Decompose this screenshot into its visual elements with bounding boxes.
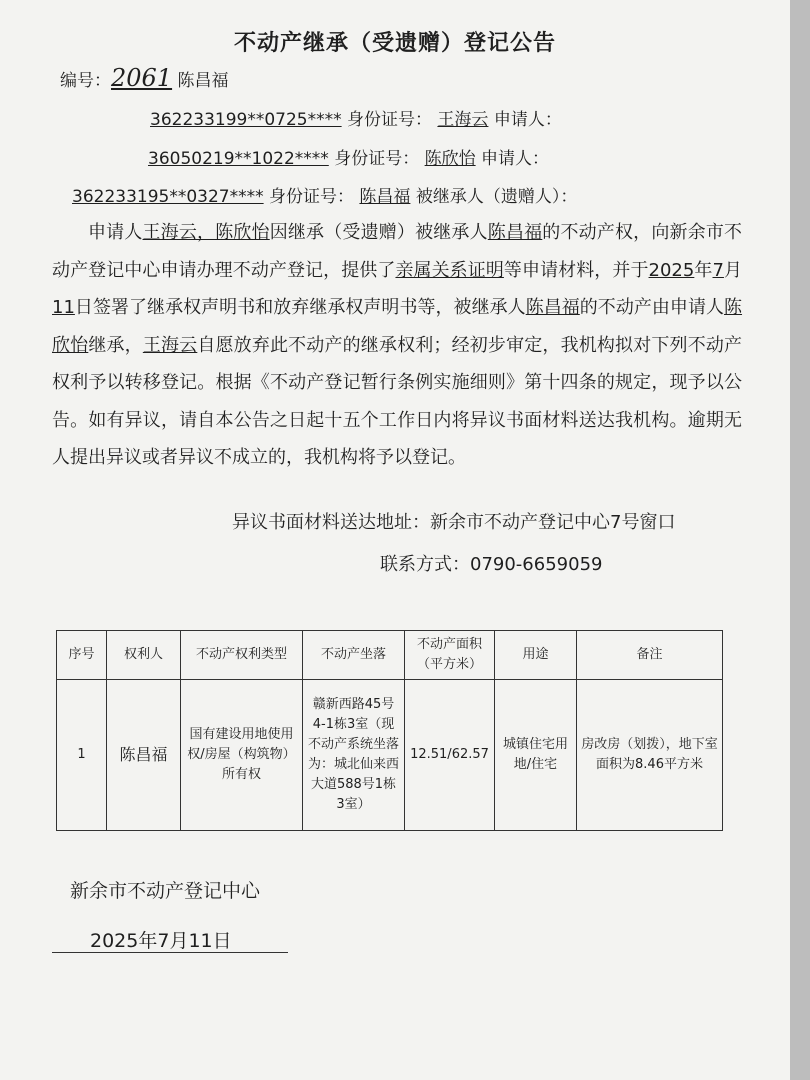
applicant-name: 王海云 <box>437 110 489 130</box>
applicant-id: 362233199**0725**** <box>150 110 342 130</box>
header-cell: 不动产坐落 <box>303 631 405 680</box>
issue-date: 2025年7月11日 <box>90 930 232 952</box>
cell-remark: 房改房（划拨），地下室面积为8.46平方米 <box>577 680 723 831</box>
applicant-names: 王海云，陈欣怡 <box>142 222 270 243</box>
applicant-label: 申请人： <box>481 149 550 169</box>
applicant-id-label: 身份证号： <box>334 149 420 169</box>
text: 自愿放弃此不动产的继承权利；经初步审定，我机构拟对下列不动产权利予以转移登记。根据《不动产登记暂行条例实施细则》第十四条的规定，现予以公告。如有异议，请自本公告之日起十五个工作日内将异议书面材料送达我机构。逾期无人提出异议或者异议不成立的，我机构将予以登记。 <box>52 334 743 468</box>
applicant-line <box>148 144 549 169</box>
applicant-id-label: 身份证号： <box>347 110 433 130</box>
header-cell: 序号 <box>57 631 107 680</box>
text: 等申请材料，并于 <box>503 259 649 281</box>
contact-line: 联系方式：0790-6659059 <box>380 554 603 575</box>
header-cell: 备注 <box>577 631 723 680</box>
cell-location: 赣新西路45号4-1栋3室（现不动产系统坐落为：城北仙来西大道588号1栋3室） <box>303 680 405 831</box>
signature-rule <box>52 952 288 953</box>
number-handwritten: 2061 <box>111 64 173 92</box>
cell-index: 1 <box>57 680 107 831</box>
address-line: 异议书面材料送达地址：新余市不动产登记中心7号窗口 <box>232 512 676 533</box>
applicant-label: 申请人： <box>493 110 562 130</box>
year: 2025 <box>648 259 695 281</box>
applicant-line <box>150 105 562 130</box>
text: 因继承（受遗赠）被继承人 <box>269 222 488 243</box>
page-title: 不动产继承（受遗赠）登记公告 <box>233 31 556 56</box>
heir-name: 陈欣怡 <box>52 297 743 356</box>
header-cell: 不动产权利类型 <box>181 631 303 680</box>
issuing-organization: 新余市不动产登记中心 <box>70 880 261 902</box>
decedent-name: 陈昌福 <box>487 222 543 243</box>
applicant-name: 陈欣怡 <box>424 149 476 169</box>
decedent-label: 被继承人（遗赠人）： <box>415 187 578 207</box>
text: 申请人 <box>88 222 143 243</box>
cell-right-type: 国有建设用地使用权/房屋（构筑物）所有权 <box>181 680 303 831</box>
background-edge <box>790 0 810 1080</box>
text: 继承， <box>88 334 143 356</box>
text: 的不动产权，向新余市不动产登记中心申请办理不动产登记，提供了 <box>52 222 743 281</box>
registration-table <box>56 630 723 831</box>
header-cell: 不动产面积（平方米） <box>405 631 495 680</box>
month: 7 <box>712 259 724 281</box>
text: 日签署了继承权声明书和放弃继承权声明书等，被继承人 <box>74 297 526 318</box>
number-suffix: 陈昌福 <box>177 71 229 91</box>
notice-paragraph <box>52 214 742 477</box>
number-label: 编号： <box>60 71 111 91</box>
day: 11 <box>52 297 75 318</box>
cell-owner: 陈昌福 <box>107 680 181 831</box>
text: 年 <box>694 259 713 281</box>
text: 月 <box>723 259 743 281</box>
header-cell: 权利人 <box>107 631 181 680</box>
document-name: 亲属关系证明 <box>395 259 504 281</box>
text: 的不动产由申请人 <box>579 297 725 318</box>
waiver-name: 王海云 <box>142 334 198 356</box>
decedent-id-label: 身份证号： <box>269 187 355 207</box>
number-line <box>60 64 228 92</box>
table-row <box>57 680 723 831</box>
decedent-id: 362233195**0327**** <box>72 187 264 207</box>
cell-usage: 城镇住宅用地/住宅 <box>495 680 577 831</box>
table-header-row <box>57 631 723 680</box>
applicant-id: 3605021​9**1022**** <box>148 149 329 169</box>
cell-area: 12.51/62.57 <box>405 680 495 831</box>
decedent-name: 陈昌福 <box>525 297 580 318</box>
decedent-line <box>72 182 577 207</box>
decedent-name: 陈昌福 <box>359 187 411 207</box>
header-cell: 用途 <box>495 631 577 680</box>
